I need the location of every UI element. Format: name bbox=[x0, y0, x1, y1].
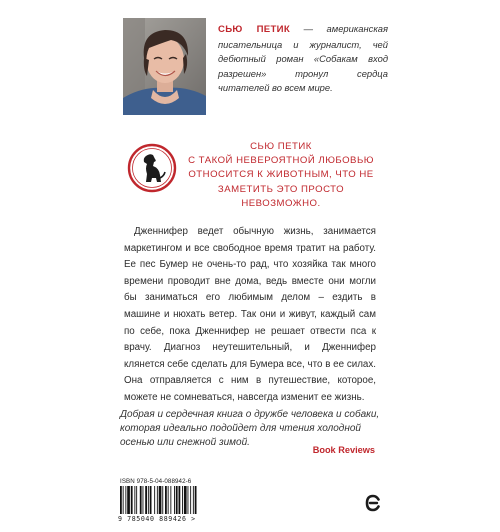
isbn-label: ISBN 978-5-04-088942-6 bbox=[120, 478, 192, 485]
review-source: Book Reviews bbox=[312, 445, 375, 455]
author-name: СЬЮ ПЕТИК bbox=[218, 24, 290, 35]
barcode bbox=[118, 478, 226, 525]
barcode-bars bbox=[118, 486, 222, 516]
barcode-digits: 9 785040 889426 > bbox=[118, 515, 196, 523]
author-bio-text: — американская писательница и журналист, чей дебютный роман «Собакам вход разрешен» тронул сердца читателей во всем мире. bbox=[218, 23, 388, 93]
quote-line: С ТАКОЙ НЕВЕРОЯТНОЙ ЛЮБОВЬЮ bbox=[188, 155, 374, 167]
synopsis-text: Дженнифер ведет обычную жизнь, занимается маркетингом и все свободное время тратит на работу. Ее пес Бумер не очень-то рад, что хозяйка так много времени проводит вне дома, ведь вместе они могли бы заниматься его любимым делом – ездить в машине и нюхать ветер. Так они и живут, каждый сам по себе, пока Дженнифер не решает отвести пса к врачу. Диагноз неутешительный, и Дженнифер клянется себе сделать для Бумера все, что в ее силах. Она отправляется с ним в путешествие, которое, можете не сомневаться, навсегда изменит ее жизнь. bbox=[124, 226, 376, 403]
quote-line: ЗАМЕТИТЬ ЭТО ПРОСТО bbox=[217, 183, 345, 195]
quote-line: ОТНОСИТСЯ К ЖИВОТНЫМ, ЧТО НЕ bbox=[188, 169, 374, 181]
synopsis bbox=[124, 224, 376, 407]
eksmo-logo-icon bbox=[364, 494, 382, 512]
author-photo bbox=[123, 18, 206, 115]
quote-line: СЬЮ ПЕТИК bbox=[250, 141, 312, 152]
dog-seal-icon bbox=[126, 142, 178, 194]
review-quote: Добрая и сердечная книга о дружбе человека и собаки, которая идеально подойдет для чтения холодной осенью или снежной зимой. bbox=[120, 409, 380, 449]
quote-line: НЕВОЗМОЖНО. bbox=[241, 197, 321, 209]
author-bio bbox=[218, 22, 388, 96]
pull-quote bbox=[186, 140, 376, 211]
